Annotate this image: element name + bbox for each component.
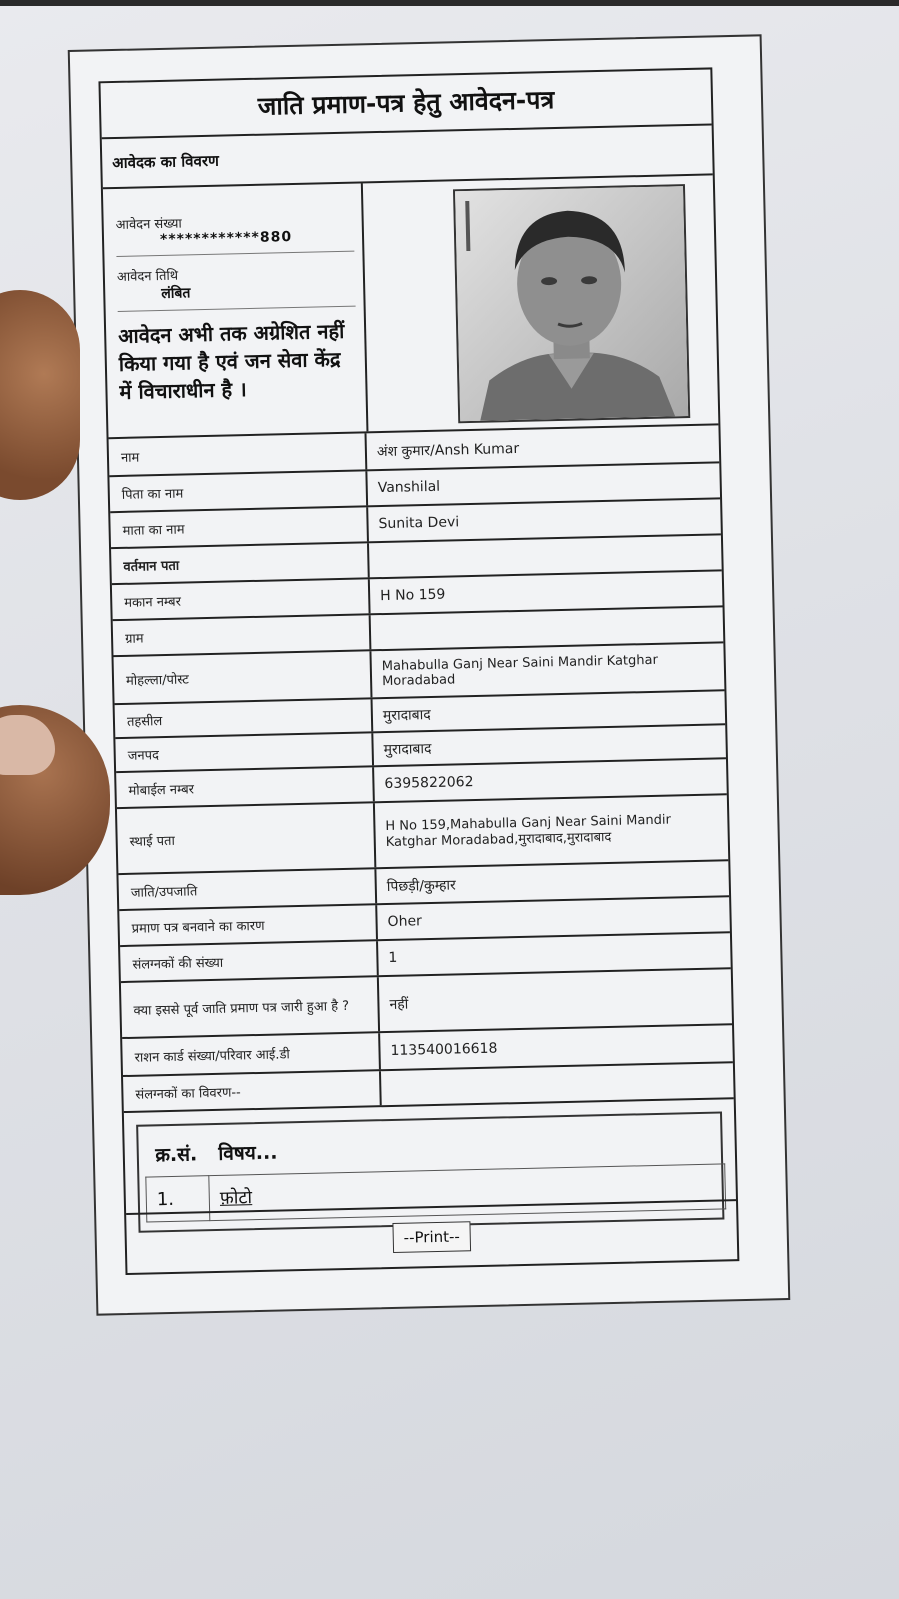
field-value: पिछड़ी/कुम्हार: [386, 876, 456, 895]
field-value: मुरादाबाद: [382, 706, 431, 724]
field-value: [369, 535, 722, 577]
application-date-label: आवेदन तिथि: [116, 268, 179, 285]
field-label: मकान नम्बर: [112, 579, 371, 619]
field-label: राशन कार्ड संख्या/परिवार आई.डी: [122, 1033, 381, 1075]
attachment-serial: 1.: [146, 1176, 210, 1222]
application-date-value: लंबित: [161, 285, 191, 302]
field-label: क्या इससे पूर्व जाति प्रमाण पत्र जारी हुआ है ?: [121, 977, 380, 1037]
field-value: Vanshilal: [377, 478, 441, 497]
field-label: संलग्नकों की संख्या: [120, 941, 379, 981]
field-label: मोहल्ला/पोस्ट: [114, 651, 373, 703]
paper-sheet: [68, 34, 791, 1315]
field-label: ग्राम: [113, 615, 372, 655]
application-number-label: आवेदन संख्या: [115, 216, 182, 233]
field-value: [371, 607, 724, 649]
applicant-photo-image: [455, 186, 688, 421]
field-label: पिता का नाम: [109, 471, 368, 511]
applicant-summary: [103, 175, 719, 439]
application-info: [103, 183, 369, 437]
thumbnail: [0, 715, 55, 775]
field-label: नाम: [109, 433, 368, 475]
col-serial: क्र.सं.: [155, 1143, 198, 1167]
print-button[interactable]: --Print--: [392, 1221, 471, 1253]
finger-top: [0, 290, 80, 500]
field-label: माता का नाम: [110, 507, 369, 547]
field-label: स्थाई पता: [117, 803, 376, 873]
status-message: आवेदन अभी तक अग्रेशित नहीं किया गया है एवं जन सेवा केंद्र में विचाराधीन है ।: [117, 318, 345, 404]
field-value: अंश कुमार/Ansh Kumar: [376, 440, 520, 460]
divider: [118, 306, 356, 312]
field-label: जनपद: [115, 733, 374, 771]
field-label: जाति/उपजाति: [118, 869, 377, 909]
form-title: जाति प्रमाण-पत्र हेतु आवेदन-पत्र: [100, 69, 711, 139]
details-table: [109, 425, 734, 1113]
divider: [116, 251, 354, 257]
field-value: 113540016618: [390, 1040, 498, 1059]
field-label: प्रमाण पत्र बनवाने का कारण: [119, 905, 378, 945]
section-title: आवेदक का विवरण: [102, 125, 713, 189]
field-value: 1: [388, 949, 398, 966]
photo-cell: [363, 175, 719, 431]
field-value: Sunita Devi: [378, 514, 460, 533]
field-value: H No 159,Mahabulla Ganj Near Saini Mandir Katghar Moradabad,मुरादाबाद,मुरादाबाद: [385, 812, 672, 851]
field-label: मोबाईल नम्बर: [116, 767, 375, 807]
field-label: तहसील: [115, 699, 374, 737]
field-label: संलग्नकों का विवरण--: [123, 1071, 382, 1111]
field-value: नहीं: [389, 996, 409, 1013]
attachment-subject-link[interactable]: फ़ोटो: [209, 1164, 726, 1221]
col-subject: विषय...: [218, 1141, 278, 1165]
field-value: मुरादाबाद: [383, 740, 432, 758]
form-footer: [126, 1199, 737, 1273]
field-value: 6395822062: [384, 774, 474, 793]
application-number-value: ************880: [159, 228, 293, 248]
application-form: [98, 67, 739, 1275]
field-label: वर्तमान पता: [111, 543, 370, 583]
field-value: H No 159: [380, 586, 446, 605]
field-value: Oher: [387, 913, 423, 931]
field-value: Mahabulla Ganj Near Saini Mandir Katghar Moradabad: [381, 652, 659, 690]
top-edge: [0, 0, 899, 6]
field-value: [381, 1063, 734, 1105]
applicant-photo: [453, 184, 690, 423]
